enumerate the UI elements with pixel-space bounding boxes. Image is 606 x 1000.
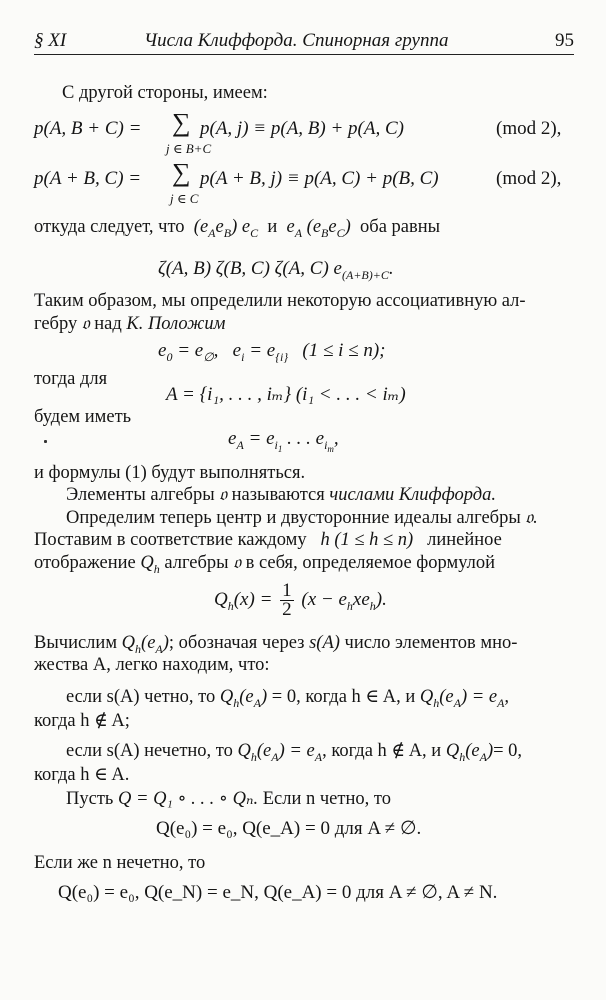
sum-symbol: ∑ — [172, 158, 191, 187]
equation-5: A = {i₁, . . . , iₘ} (i₁ < . . . < iₘ) — [166, 384, 406, 405]
equation-1-right: p(A, j) ≡ p(A, B) + p(A, C) — [200, 118, 404, 139]
equation-2-right: p(A + B, j) ≡ p(A, C) + p(B, C) — [200, 168, 439, 189]
equation-q-h: $Q_h(x)$ = $\frac{1}{2}$ $(x - e_hxe_h)$. — [214, 580, 387, 621]
text-line: откуда следует, что $(e_Ae_B)$ $e_C$ и $e_A$ $(e_Be_C)$ оба равны — [34, 217, 441, 240]
equation-1-mod: (mod 2), — [496, 118, 562, 139]
text-line: Если же n нечетно, то — [34, 853, 206, 873]
text-line: С другой стороны, имеем: — [62, 83, 268, 103]
text-line: отображение $Q_h$ алгебры 𝔬 в себя, определяемое формулой — [34, 553, 496, 576]
text-line: Определим теперь центр и двусторонние идеалы алгебры 𝔬. — [66, 508, 538, 528]
section-number: § XI — [34, 30, 67, 51]
equation-2-left: p(A + B, C) = — [34, 168, 142, 189]
text-line: Таким образом, мы определили некоторую ассоциативную ал- — [34, 291, 526, 311]
text-line: когда h ∈ A. — [34, 765, 130, 785]
chapter-title: Числа Клиффорда. Спинорная группа — [144, 30, 449, 51]
equation-1-left: p(A, B + C) = — [34, 118, 142, 139]
equation-1-subscript: j ∈ B+C — [166, 141, 212, 156]
text-line: если s(A) четно, то $Q_h(e_A) = 0$, когда h ∈ A, и $Q_h(e_A) = e_A$, — [66, 687, 510, 710]
text-line: Элементы алгебры 𝔬 называются числами Клиффорда. — [66, 485, 497, 505]
text-line: если s(A) нечетно, то $Q_h(e_A) = e_A$, когда h ∉ A, и $Q_h(e_A)= 0$, — [66, 741, 523, 764]
page-number: 95 — [555, 30, 574, 51]
text-line: когда h ∉ A; — [34, 711, 130, 731]
equation-3: ζ(A, B) ζ(B, C) ζ(A, C) $e_{(A+B)+C}$. — [158, 258, 394, 282]
text-line: тогда для — [34, 369, 108, 389]
equation-6: Q(e₀) = e₀, Q(e_A) = 0 для A ≠ ∅. — [156, 818, 422, 839]
text-line: жества A, легко находим, что: — [34, 655, 270, 675]
equation-2-mod: (mod 2), — [496, 168, 562, 189]
equation-e-a: $e_A = e_{i_1}$ . . . $e_{i_m}$, — [228, 428, 339, 454]
text-line: будем иметь — [34, 407, 132, 427]
sum-symbol: ∑ — [172, 108, 191, 137]
print-speck — [44, 440, 47, 443]
equation-4: $e_0 = e_\emptyset$, $e_i = e_{\{i\}}$ (1 ≤ i ≤ n); — [158, 340, 386, 364]
text-line: гебру 𝔬 над K. Положим — [34, 314, 226, 334]
text-line: Вычислим $Q_h(e_A)$; обозначая через s(A) число элементов мно- — [34, 633, 518, 656]
text-line: Пусть Q = Q₁ ∘ . . . ∘ Qₙ. Если n четно, то — [66, 789, 391, 809]
text-line: и формулы (1) будут выполняться. — [34, 463, 306, 483]
equation-2-subscript: j ∈ C — [170, 191, 199, 206]
running-header — [34, 28, 574, 55]
text-line: Поставим в соответствие каждому h (1 ≤ h ≤ n) линейное — [34, 530, 502, 550]
equation-7: Q(e₀) = e₀, Q(e_N) = e_N, Q(e_A) = 0 для A ≠ ∅, A ≠ N. — [58, 882, 498, 903]
